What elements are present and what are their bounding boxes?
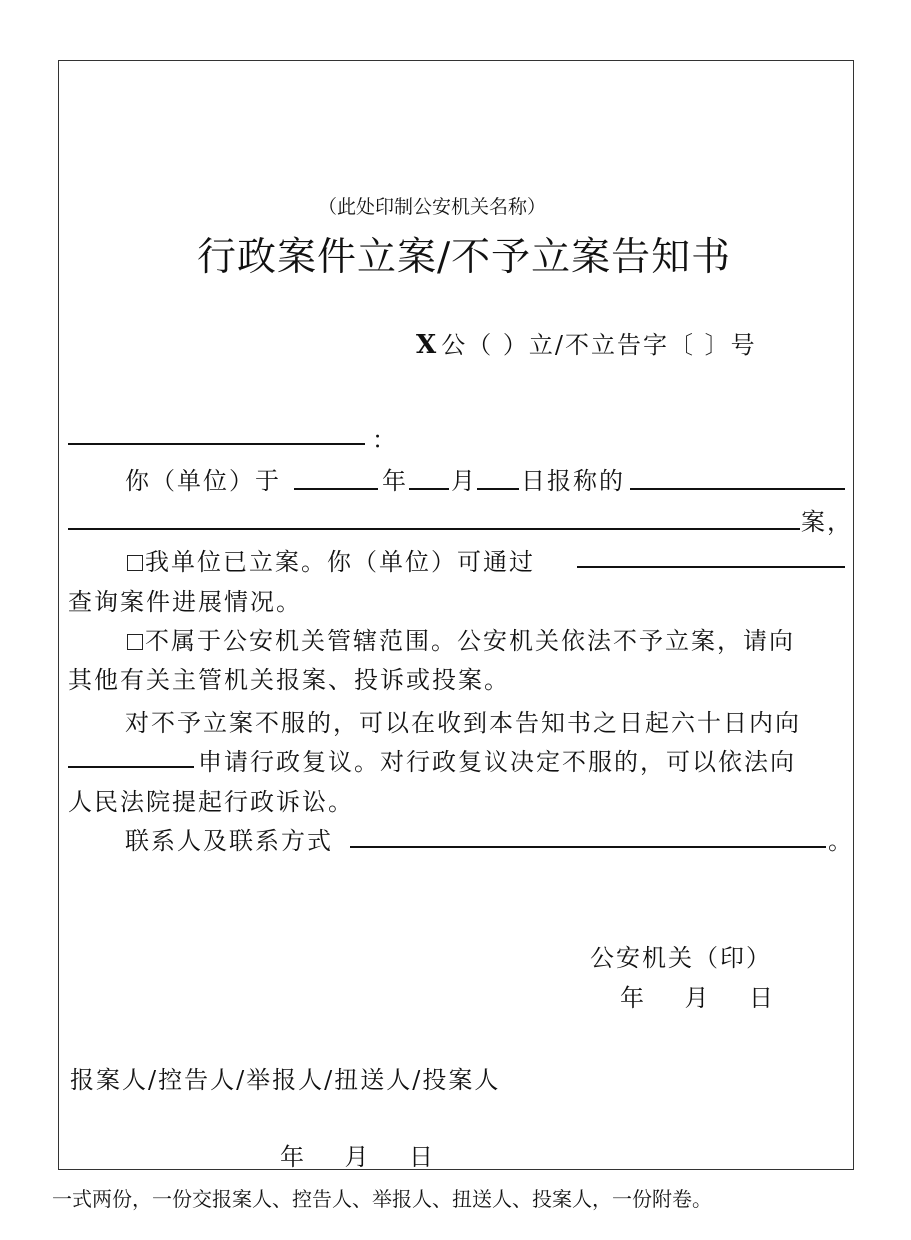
contact-label: 联系人及联系方式	[125, 827, 333, 855]
contact-blank[interactable]	[350, 846, 826, 848]
contact-end: 。	[828, 827, 854, 855]
report-case-blank[interactable]	[630, 488, 845, 490]
filed-checkbox[interactable]	[127, 555, 143, 571]
report-day-blank[interactable]	[477, 488, 519, 490]
filed-label: 我单位已立案。你（单位）可通过	[145, 548, 535, 576]
footer-note: 一式两份，一份交报案人、控告人、举报人、扭送人、投案人，一份附卷。	[52, 1187, 712, 1211]
review-authority-blank[interactable]	[68, 766, 194, 768]
report-month-blank[interactable]	[409, 488, 449, 490]
report-case-name-blank[interactable]	[68, 528, 800, 530]
agency-name-placeholder: （此处印制公安机关名称）	[318, 196, 547, 218]
not-filed-option[interactable]	[127, 621, 795, 656]
seal-agency: 公安机关（印）	[590, 944, 772, 972]
seal-date: 年 月 日	[620, 984, 776, 1012]
report-day-label: 日报称的	[521, 467, 625, 495]
report-year-label: 年	[382, 467, 408, 495]
reporter-label: 报案人/控告人/举报人/扭送人/投案人	[70, 1066, 501, 1094]
reporter-date: 年 月 日	[280, 1143, 436, 1171]
report-month-label: 月	[451, 467, 477, 495]
case-suffix: 案，	[801, 508, 853, 536]
appeal-line2: 申请行政复议。对行政复议决定不服的，可以依法向	[198, 748, 796, 776]
query-channel-blank[interactable]	[577, 566, 845, 568]
not-filed-line1: 不属于公安机关管辖范围。公安机关依法不予立案，请向	[145, 627, 795, 655]
not-filed-checkbox[interactable]	[127, 634, 143, 650]
appeal-line3: 人民法院提起行政诉讼。	[68, 788, 354, 816]
appeal-line1: 对不予立案不服的，可以在收到本告知书之日起六十日内向	[125, 709, 801, 737]
recipient-colon: ：	[372, 426, 398, 454]
filed-continuation: 查询案件进展情况。	[68, 588, 302, 616]
doc-number-text: 公（ ）立/不立告字〔 〕号	[441, 331, 757, 359]
report-you-label: 你（单位）于	[125, 467, 281, 495]
doc-number-prefix: X	[416, 330, 437, 360]
document-number	[416, 325, 757, 360]
report-year-blank[interactable]	[294, 488, 378, 490]
recipient-blank[interactable]	[68, 443, 365, 445]
not-filed-line2: 其他有关主管机关报案、投诉或投案。	[68, 666, 510, 694]
document-title: 行政案件立案/不予立案告知书	[197, 235, 732, 280]
filed-option[interactable]	[127, 542, 535, 577]
